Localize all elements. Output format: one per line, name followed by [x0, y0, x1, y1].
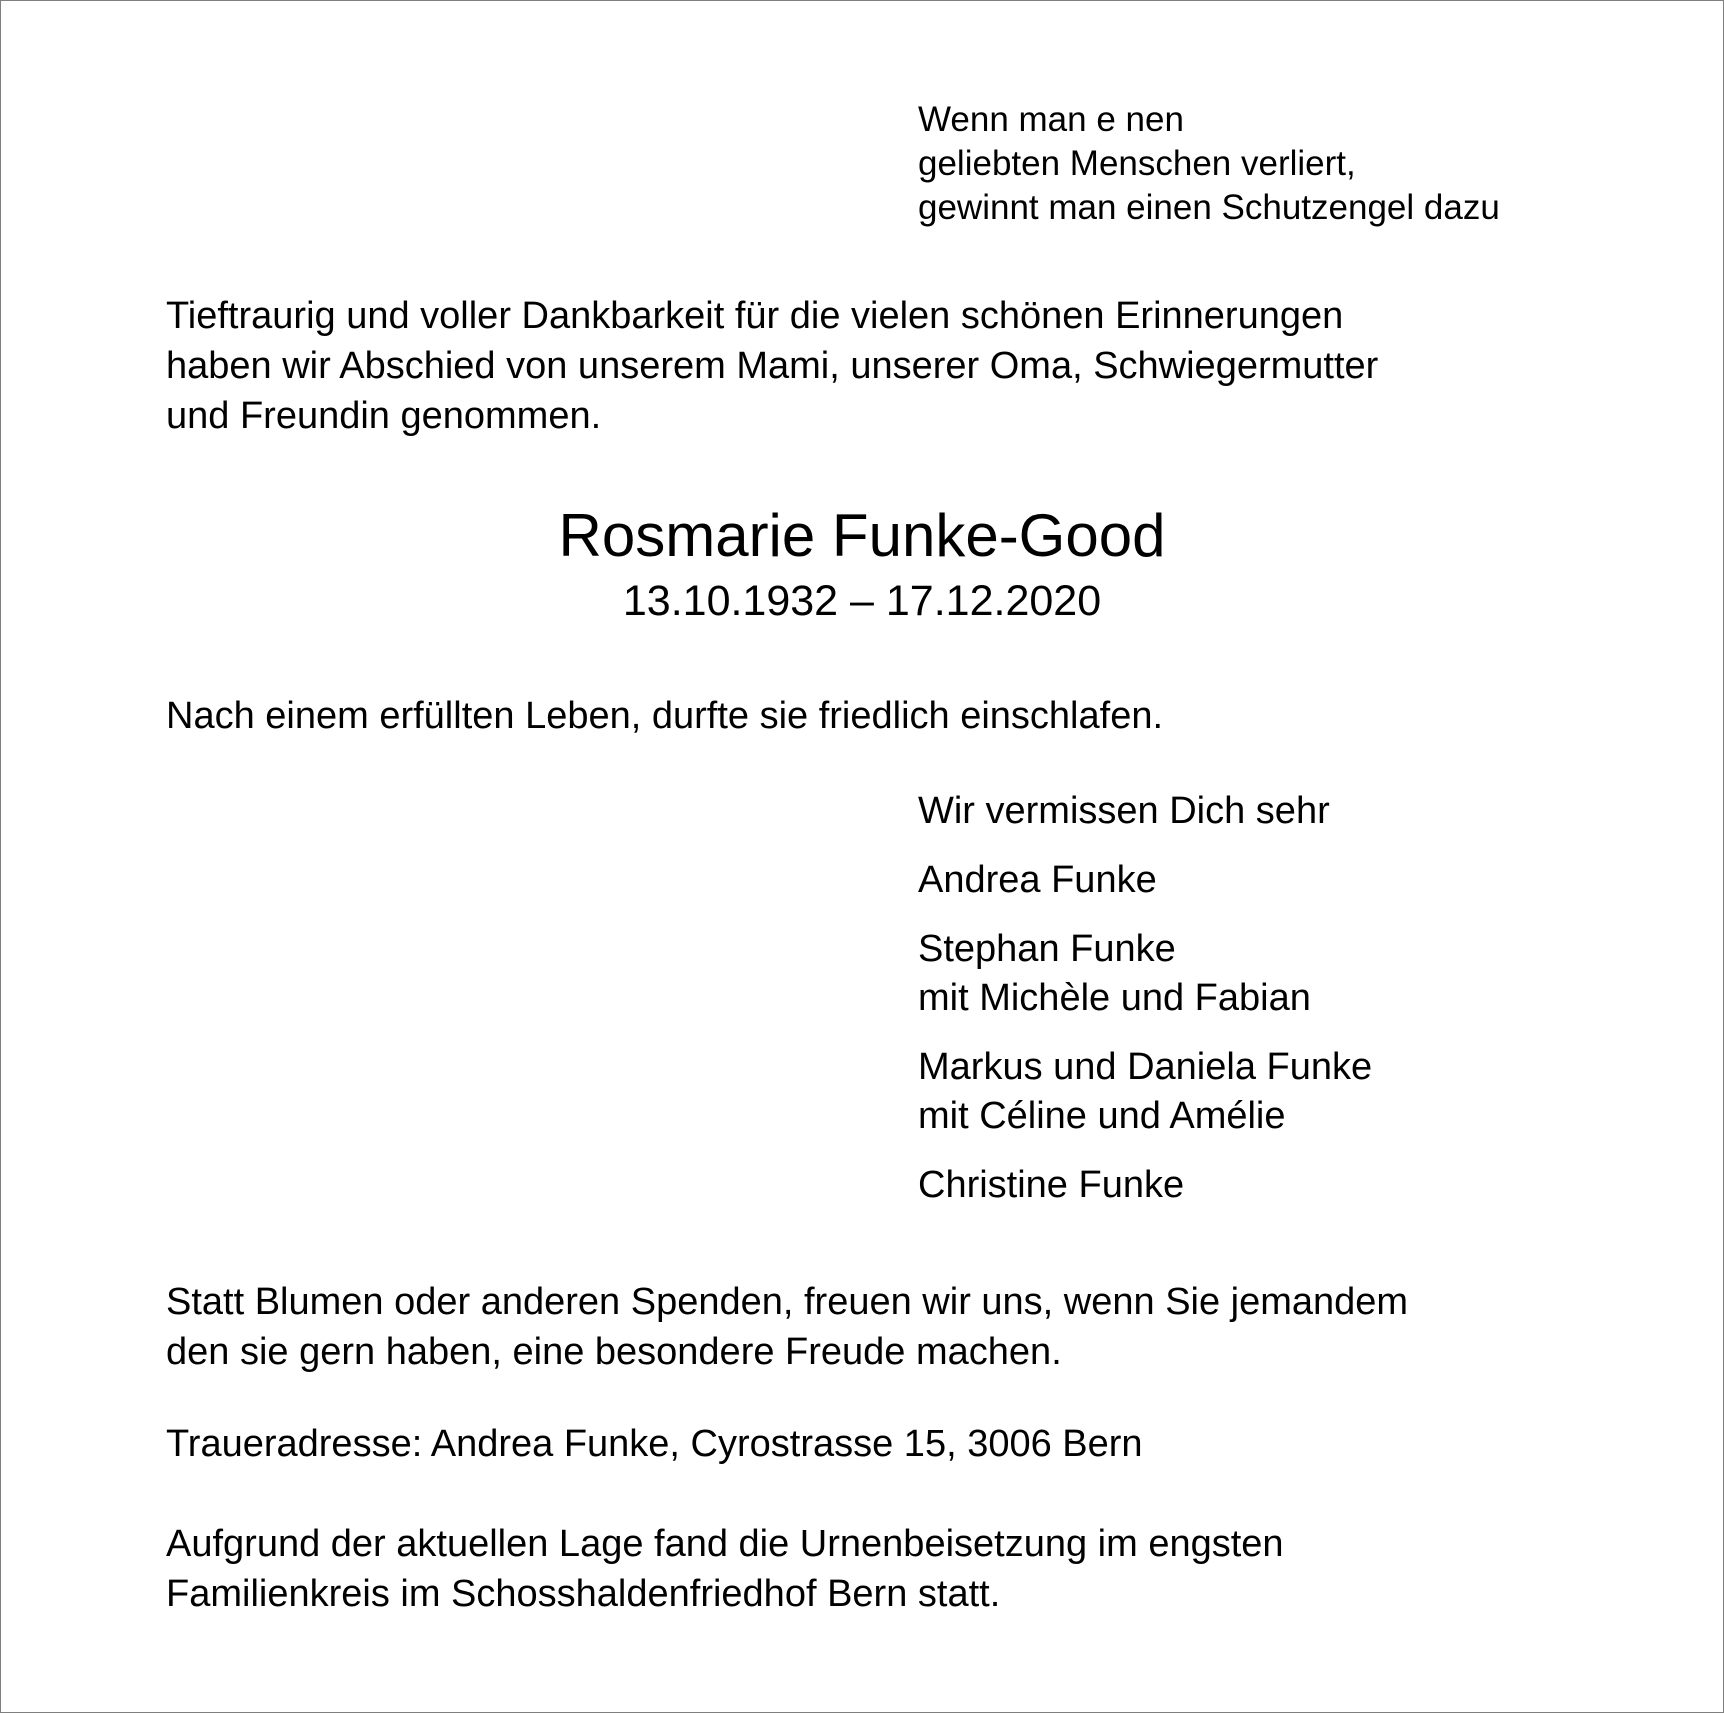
flowers-line: den sie gern haben, eine besondere Freude machen.	[166, 1331, 1062, 1373]
motto-line: Wenn man e nen	[918, 100, 1184, 139]
signer-group	[918, 1161, 1372, 1210]
signatories	[918, 787, 1372, 1210]
signer-line: Andrea Funke	[918, 859, 1157, 901]
life-statement: Nach einem erfüllten Leben, durfte sie friedlich einschlafen.	[166, 695, 1164, 737]
flowers-line: Statt Blumen oder anderen Spenden, freuen wir uns, wenn Sie jemandem	[166, 1281, 1409, 1323]
signer-line: Stephan Funke	[918, 928, 1176, 970]
deceased-block	[1, 498, 1723, 628]
signer-line: Markus und Daniela Funke	[918, 1046, 1373, 1088]
deceased-dates: 13.10.1932 – 17.12.2020	[622, 577, 1102, 625]
signer-line: Wir vermissen Dich sehr	[918, 790, 1330, 832]
signer-group	[918, 1043, 1372, 1141]
deceased-name: Rosmarie Funke-Good	[558, 502, 1166, 569]
signer-group	[918, 787, 1372, 836]
signer-group	[918, 925, 1372, 1023]
signer-line: Christine Funke	[918, 1164, 1185, 1206]
intro-line: Tieftraurig und voller Dankbarkeit für die vielen schönen Erinnerungen	[166, 295, 1344, 337]
burial-line: Aufgrund der aktuellen Lage fand die Urnenbeisetzung im engsten	[166, 1523, 1284, 1565]
intro-line: haben wir Abschied von unserem Mami, unserer Oma, Schwiegermutter	[166, 345, 1379, 387]
mourning-address: Traueradresse: Andrea Funke, Cyrostrasse 15, 3006 Bern	[166, 1423, 1143, 1465]
signer-line: mit Michèle und Fabian	[918, 977, 1311, 1019]
flowers-note	[166, 1277, 1408, 1377]
signer-group	[918, 856, 1372, 905]
intro-line: und Freundin genommen.	[166, 395, 602, 437]
motto-quote	[918, 98, 1500, 230]
burial-line: Familienkreis im Schosshaldenfriedhof Bern statt.	[166, 1573, 1001, 1615]
motto-line: geliebten Menschen verliert,	[918, 144, 1356, 183]
signer-line: mit Céline und Amélie	[918, 1095, 1286, 1137]
burial-note	[166, 1519, 1284, 1619]
intro-paragraph	[166, 291, 1378, 441]
motto-line: gewinnt man einen Schutzengel dazu	[918, 188, 1500, 227]
